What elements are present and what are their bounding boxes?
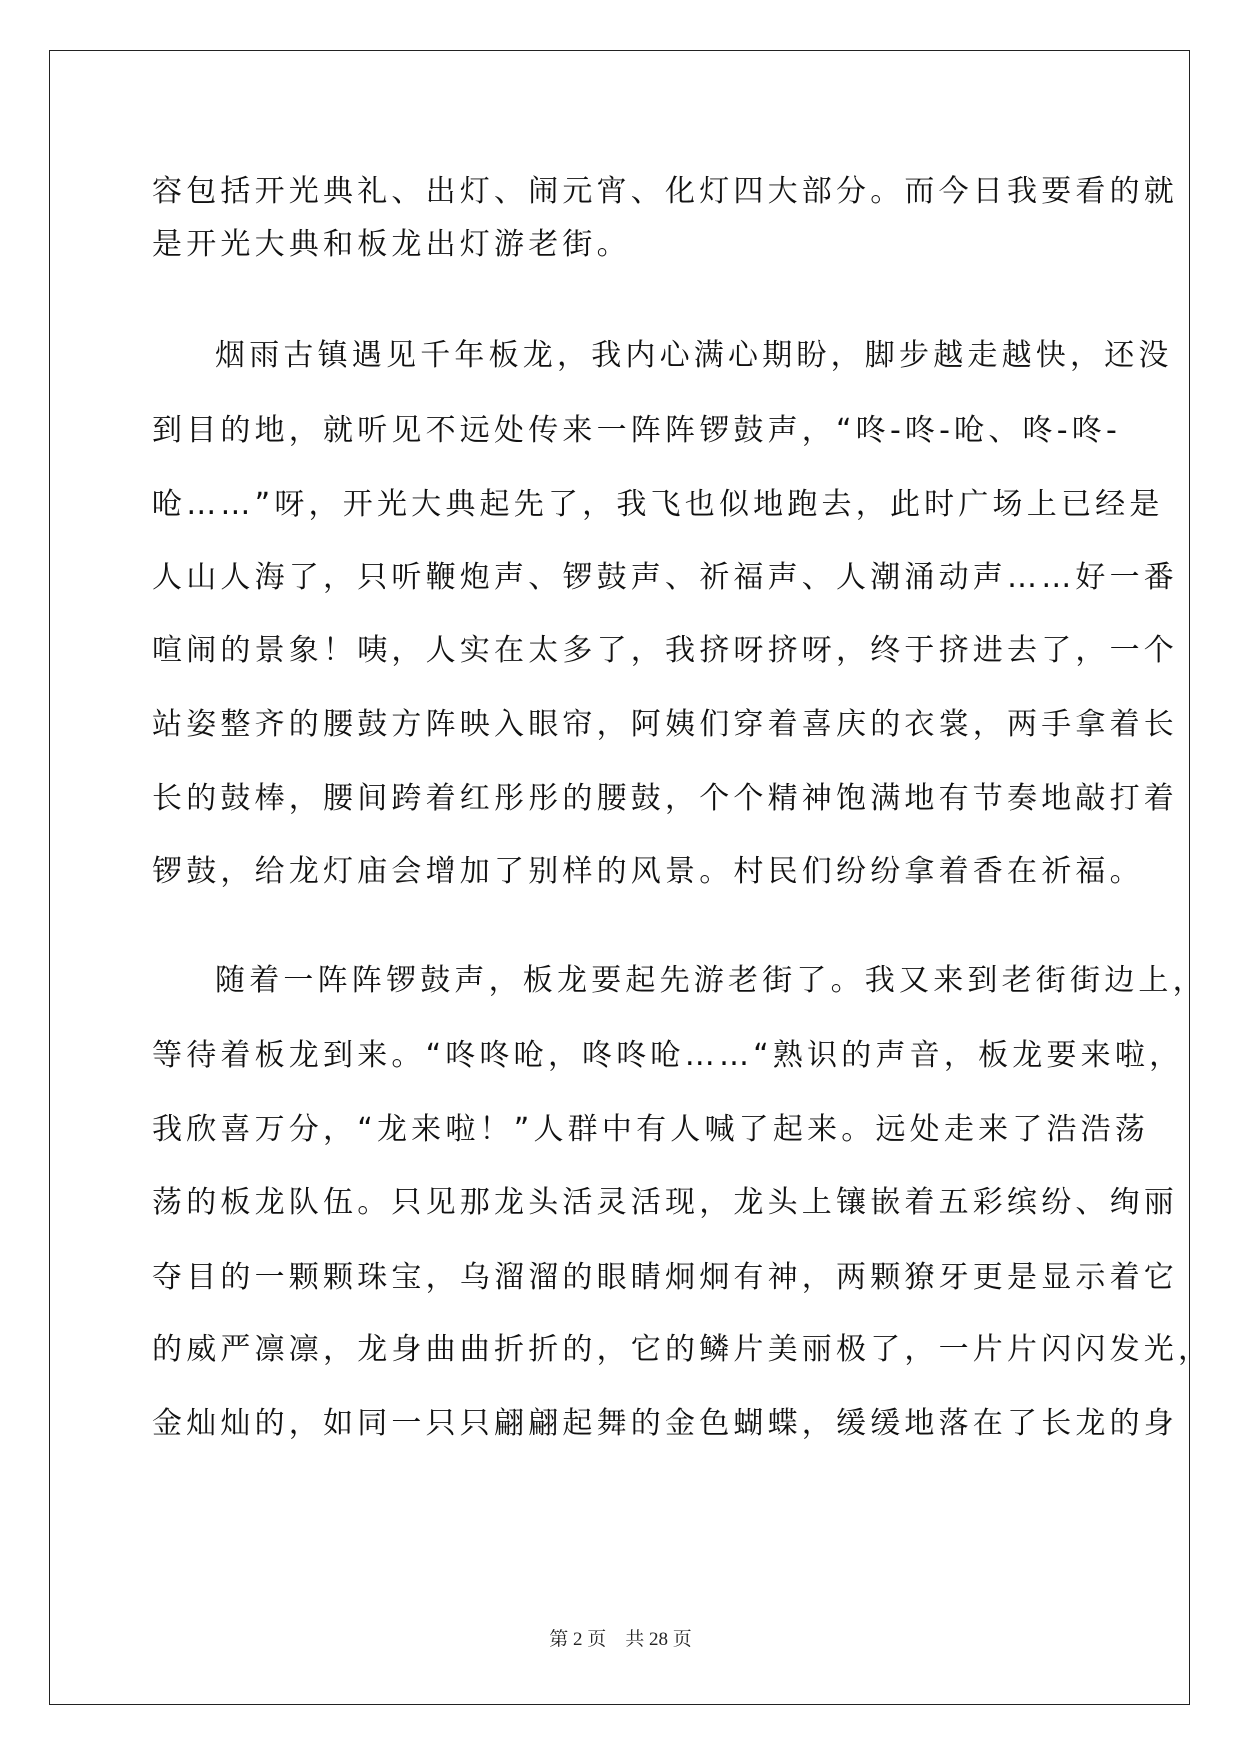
text-line: 我欣喜万分，“龙来啦！”人群中有人喊了起来。远处走来了浩浩荡 — [152, 1112, 1150, 1147]
text-line: 呛……”呀，开光大典起先了，我飞也似地跑去，此时广场上已经是 — [152, 487, 1164, 522]
text-line: 长的鼓棒，腰间跨着红彤彤的腰鼓，个个精神饱满地有节奏地敲打着 — [152, 781, 1178, 816]
text-line: 夺目的一颗颗珠宝，乌溜溜的眼睛炯炯有神，两颗獠牙更是显示着它 — [152, 1260, 1178, 1295]
text-line: 等待着板龙到来。“咚咚呛，咚咚呛……“熟识的声音，板龙要来啦， — [152, 1038, 1184, 1073]
text-line: 的威严凛凛，龙身曲曲折折的，它的鳞片美丽极了，一片片闪闪发光， — [152, 1332, 1213, 1367]
text-line: 是开光大典和板龙出灯游老街。 — [152, 227, 631, 262]
text-line: 荡的板龙队伍。只见那龙头活灵活现，龙头上镶嵌着五彩缤纷、绚丽 — [152, 1185, 1178, 1220]
text-line: 人山人海了，只听鞭炮声、锣鼓声、祈福声、人潮涌动声……好一番 — [152, 560, 1178, 595]
text-line: 金灿灿的，如同一只只翩翩起舞的金色蝴蝶，缓缓地落在了长龙的身 — [152, 1406, 1178, 1441]
text-line: 到目的地，就听见不远处传来一阵阵锣鼓声，“咚-咚-呛、咚-咚- — [152, 413, 1122, 448]
paragraph-start-line: 随着一阵阵锣鼓声，板龙要起先游老街了。我又来到老街街边上， — [215, 963, 1207, 998]
text-line: 容包括开光典礼、出灯、闹元宵、化灯四大部分。而今日我要看的就 — [152, 174, 1178, 209]
page-number-footer: 第 2 页 共 28 页 — [549, 1629, 692, 1650]
text-line: 站姿整齐的腰鼓方阵映入眼帘，阿姨们穿着喜庆的衣裳，两手拿着长 — [152, 707, 1178, 742]
paragraph-start-line: 烟雨古镇遇见千年板龙，我内心满心期盼，脚步越走越快，还没 — [215, 338, 1173, 373]
text-line: 喧闹的景象！咦，人实在太多了，我挤呀挤呀，终于挤进去了，一个 — [152, 633, 1178, 668]
text-line: 锣鼓，给龙灯庙会增加了别样的风景。村民们纷纷拿着香在祈福。 — [152, 854, 1144, 889]
